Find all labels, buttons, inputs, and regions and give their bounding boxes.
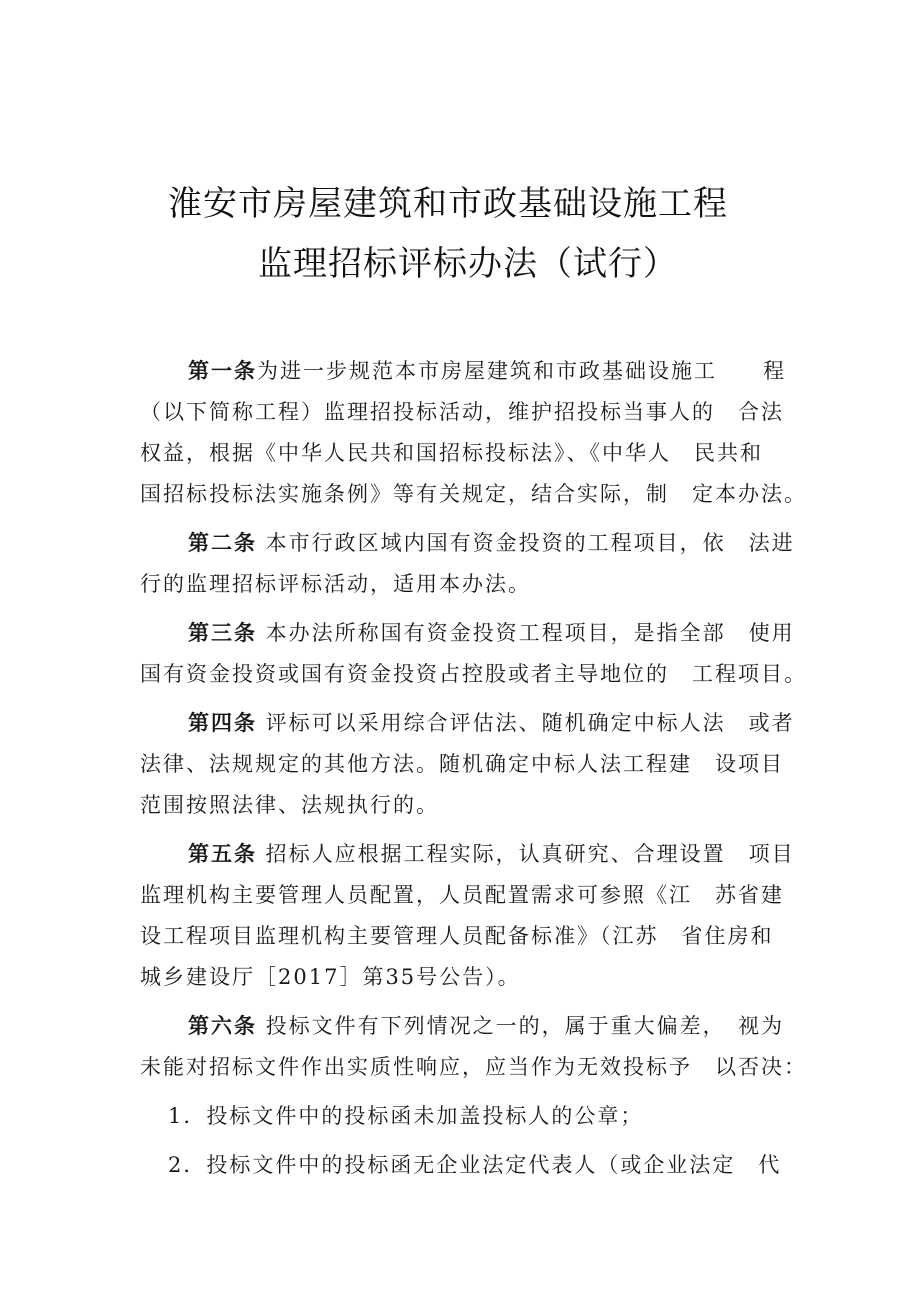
article-text: 国招标投标法实施条例》等有关规定，结合实际，制 定本办法。 [140,482,807,506]
article-2 [140,523,795,605]
article-text: 城乡建设厅［2017］第35号公告）。 [140,965,521,989]
document-title-line-2: 监理招标评标办法（试行） [258,244,678,284]
article-label: 第五条 [188,842,257,866]
article-text: 投标文件有下列情况之一的，属于重大偏差， 视为 [257,1014,785,1038]
article-text: 招标人应根据工程实际，认真研究、合理设置 项目 [257,842,795,866]
article-5 [140,834,795,998]
article-text: 监理机构主要管理人员配置，人员配置需求可参照《江 苏省建 [140,883,784,907]
document-body [140,351,807,1194]
list-item: 1．投标文件中的投标函未加盖投标人的公章； [168,1104,644,1128]
article-3 [140,613,807,695]
article-text: 范围按照法律、法规执行的。 [140,793,439,817]
article-label: 第四条 [188,711,257,735]
article-text: 法律、法规规定的其他方法。随机确定中标人法工程建 设项目 [140,752,784,776]
article-text: （以下简称工程）监理招投标活动，维护招投标当事人的 合法 [140,400,784,424]
article-6 [140,1006,807,1088]
list-item: 2．投标文件中的投标函无企业法定代表人（或企业法定 代 [168,1153,782,1177]
article-text: 权益，根据《中华人民共和国招标投标法》、《中华人 民共和 [140,441,763,465]
article-text: 设工程项目监理机构主要管理人员配备标准》（江苏 省住房和 [140,924,774,948]
article-text: 评标可以采用综合评估法、随机确定中标人法 或者 [257,711,795,735]
article-label: 第三条 [188,621,257,645]
article-4 [140,703,795,826]
article-1 [140,351,807,515]
article-text: 为进一步规范本市房屋建筑和市政基础设施工 程 [257,359,786,383]
article-label: 第六条 [188,1014,257,1038]
article-text: 行的监理招标评标活动，适用本办法。 [140,572,531,596]
article-text: 本办法所称国有资金投资工程项目，是指全部 使用 [257,621,795,645]
document-title-line-1: 淮安市房屋建筑和市政基础设施工程 [168,184,728,224]
article-label: 第二条 [188,531,257,555]
article-text: 未能对招标文件作出实质性响应，应当作为无效投标予 以否决： [140,1055,807,1079]
article-label: 第一条 [188,359,257,383]
article-text: 国有资金投资或国有资金投资占控股或者主导地位的 工程项目。 [140,662,807,686]
article-text: 本市行政区域内国有资金投资的工程项目，依 法进 [257,531,795,555]
